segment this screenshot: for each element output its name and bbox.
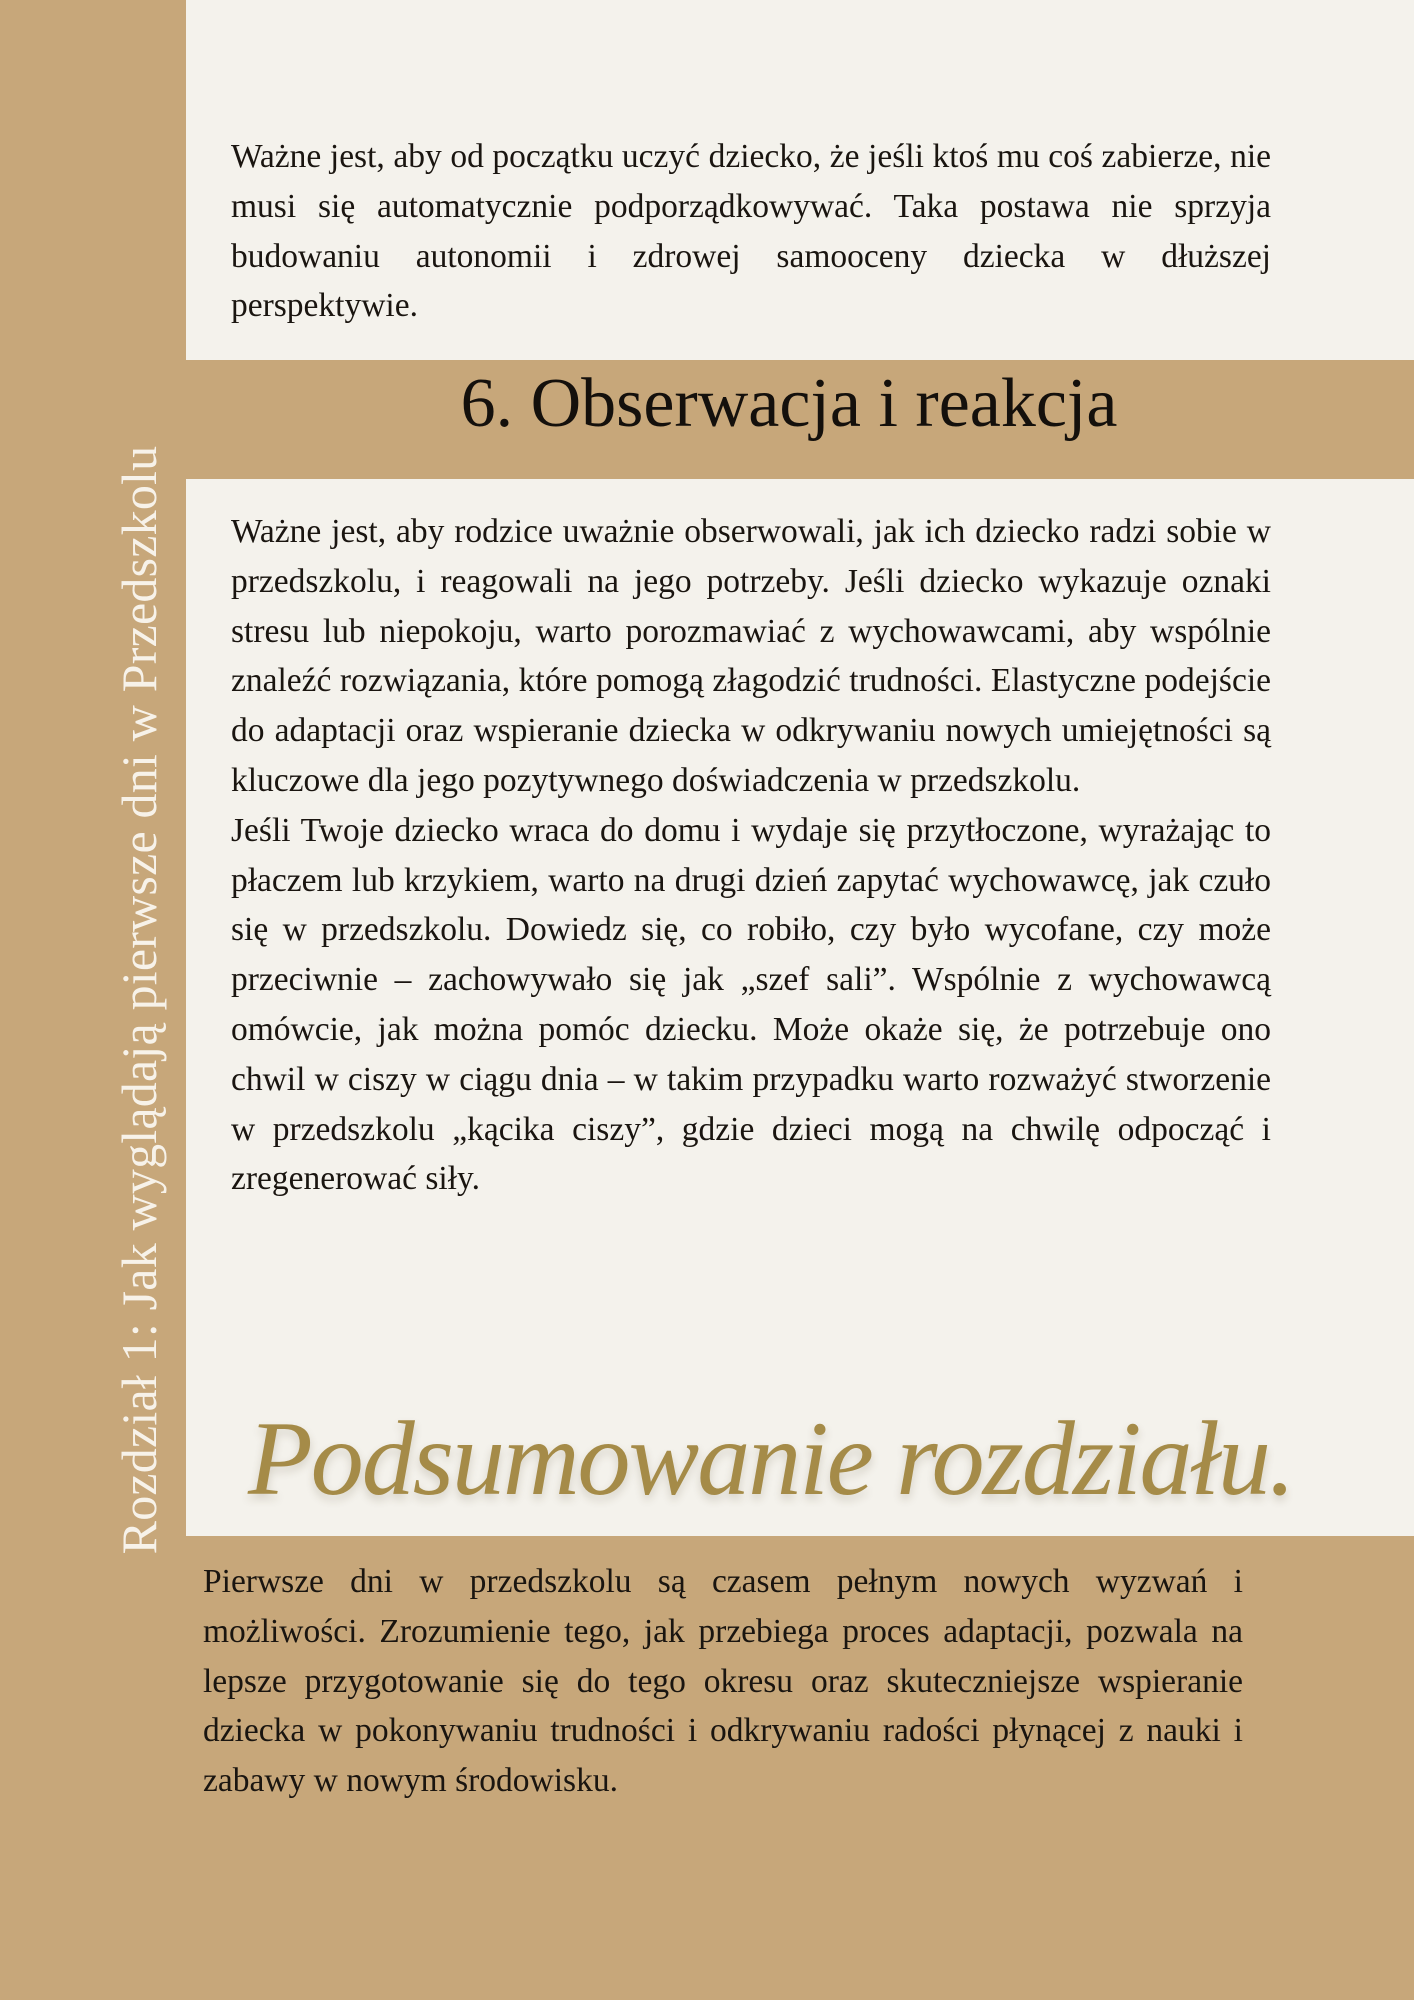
paragraph-observation: Ważne jest, aby rodzice uważnie obserwowali, jak ich dziecko radzi sobie w przedszkolu, i reagowali na jego potrzeby. Jeśli dziecko wykazuje oznaki stresu lub niepokoju, warto porozmawiać z wychowawcami, aby wspólnie znaleźć rozwiązania, które pomogą złagodzić trudności. Elastyczne podejście do adaptacji oraz wspieranie dziecka w odkrywaniu nowych umiejętności są kluczowe dla jego pozytywnego doświadczenia w przedszkolu. [231, 513, 1271, 799]
chapter-title: Rozdział 1: Jak wyglądają pierwsze dni w Przedszkolu [111, 445, 167, 1555]
top-paragraph: Ważne jest, aby od początku uczyć dziecko, że jeśli ktoś mu coś zabierze, nie musi się automatycznie podporządkowywać. Taka postawa nie sprzyja budowaniu autonomii i zdrowej samooceny dziecka w dłuższej perspektywie. [231, 138, 1271, 325]
section-heading: 6. Obserwacja i reakcja [460, 365, 1118, 442]
summary-title: Podsumowanie rozdziału. [248, 1400, 1294, 1517]
chapter-sidebar [0, 0, 186, 2000]
summary-paragraph: Pierwsze dni w przedszkolu są czasem pełnym nowych wyzwań i możliwości. Zrozumienie tego, jak przebiega proces adaptacji, pozwala na lepsze przygotowanie się do tego okresu oraz skuteczniejsze wspieranie dziecka w pokonywaniu trudności i odkrywaniu radości płynącej z nauki i zabawy w nowym środowisku. [203, 1563, 1243, 1800]
paragraph-reaction: Jeśli Twoje dziecko wraca do domu i wydaje się przytłoczone, wyrażając to płaczem lub krzykiem, warto na drugi dzień zapytać wychowawcę, jak czuło się w przedszkolu. Dowiedz się, co robiło, czy było wycofane, czy może przeciwnie – zachowywało się jak „szef sali”. Wspólnie z wychowawcą omówcie, jak można pomóc dziecku. Może okaże się, że potrzebuje ono chwil w ciszy w ciągu dnia – w takim przypadku warto rozważyć stworzenie w przedszkolu „kącika ciszy”, gdzie dzieci mogą na chwilę odpocząć i zregenerować siły. [231, 811, 1271, 1198]
section-heading-band [186, 360, 1414, 479]
main-text [231, 507, 1271, 1204]
